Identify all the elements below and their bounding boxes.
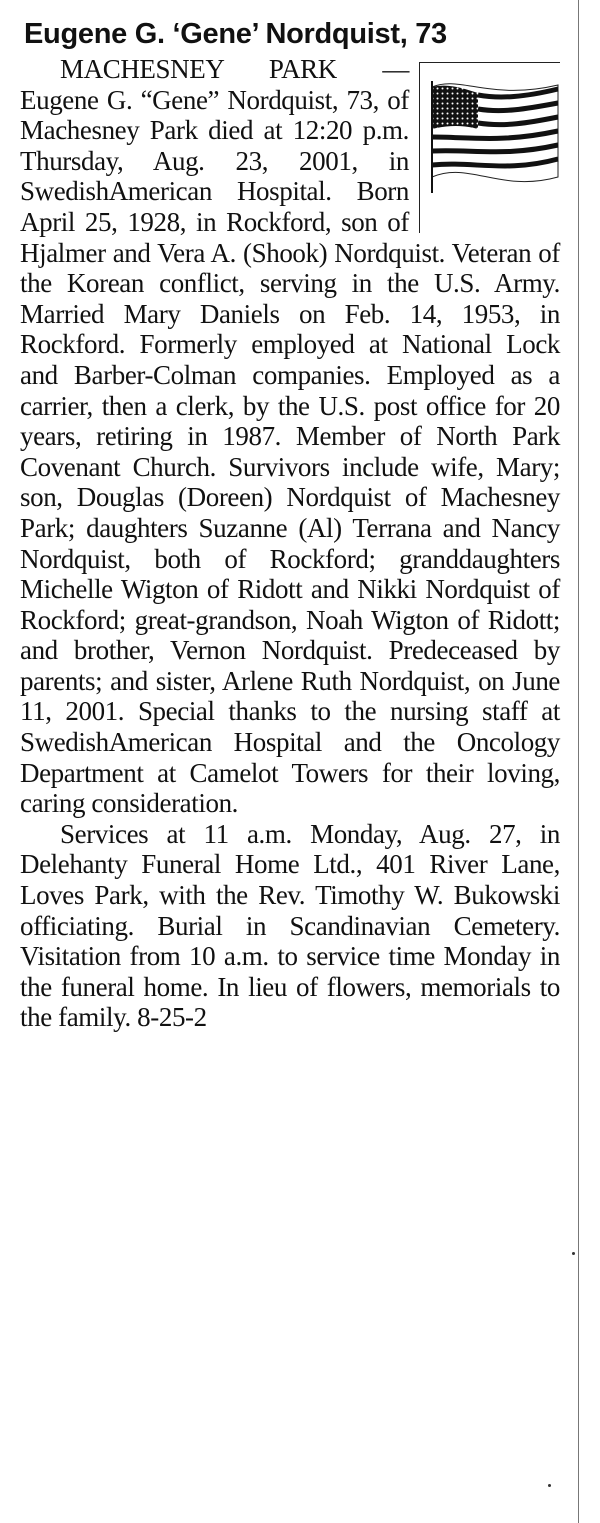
obituary-paragraph-main: MACHESNEY PARK — Eugene G. “Gene” Nordquist, 73, of Machesney Park died at 12:20 p.m. Thursday, Aug. 23, 2001, in SwedishAmerican Hospital. Born April 25, 1928, in Rockford, son of Hjalmer and Vera A. (Shook) Nordquist. Veteran of the Korean conflict, serving in the U.S. Army. Married Mary Daniels on Feb. 14, 1953, in Rockford. Formerly employed at National Lock and Barber-Colman companies. Employed as a carrier, then a clerk, by the U.S. post office for 20 years, retiring in 1987. Member of North Park Covenant Church. Survivors include wife, Mary; son, Douglas (Doreen) Nordquist of Machesney Park; daughters Suzanne (Al) Terrana and Nancy Nordquist, both of Rockford; granddaughters Michelle Wigton of Ridott and Nikki Nordquist of Rockford; great-grandson, Noah Wigton of Ridott; and brother, Vernon Nordquist. Predeceased by parents; and sister, Arlene Ruth Nordquist, on June 11, 2001. Special thanks to the nursing staff at SwedishAmerican Hospital and the Oncology Department at Camelot Towers for their loving, caring consideration. — [20, 54, 560, 819]
obituary-paragraph-services: Services at 11 a.m. Monday, Aug. 27, in Delehanty Funeral Home Ltd., 401 River Lane, Loves Park, with the Rev. Timothy W. Bukowski officiating. Burial in Scandinavian Cemetery. Visitation from 10 a.m. to service time Monday in the funeral home. In lieu of flowers, memorials to the family. 8-25-2 — [20, 818, 560, 1033]
obituary-headline: Eugene G. ‘Gene’ Nordquist, 73 — [24, 18, 447, 50]
print-speck — [572, 1252, 575, 1255]
print-speck — [548, 1484, 551, 1487]
flag-image-box — [419, 62, 560, 233]
american-flag-icon — [430, 81, 560, 193]
obituary-clipping — [20, 14, 560, 1033]
adjacent-column-edge — [564, 0, 600, 1523]
column-divider — [578, 0, 579, 1523]
